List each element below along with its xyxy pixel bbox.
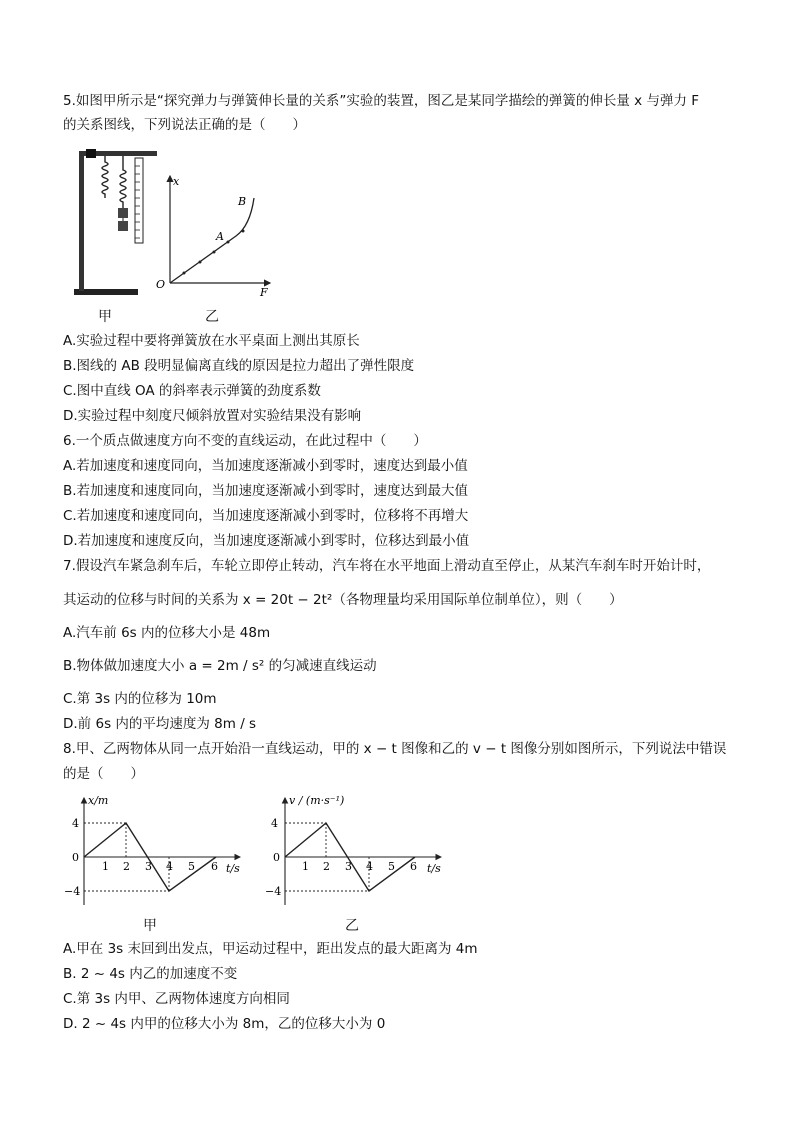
- q6-stem: 6.一个质点做速度方向不变的直线运动，在此过程中（ ）: [63, 433, 427, 449]
- q7-stem-line2: 其运动的位移与时间的关系为 x = 20t − 2t²（各物理量均采用国际单位制单位），则（ ）: [63, 592, 623, 608]
- q5-stem-line1: 5.如图甲所示是“探究弹力与弹簧伸长量的关系”实验的装置，图乙是某同学描绘的弹簧的伸长量 x 与弹力 F: [63, 93, 699, 109]
- q5-stem-line2: 的关系图线，下列说法正确的是（ ）: [63, 117, 306, 133]
- q6-option-a: A.若加速度和速度同向，当加速度逐渐减小到零时，速度达到最小值: [63, 458, 468, 474]
- graph-jia-ytick-neg4: −4: [64, 885, 81, 898]
- graph-yi-xtick: 2: [323, 860, 330, 873]
- x-f-curve-figure: [150, 168, 275, 298]
- q7-option-c: C.第 3s 内的位移为 10m: [63, 691, 217, 707]
- q6-option-c: C.若加速度和速度同向，当加速度逐渐减小到零时，位移将不再增大: [63, 508, 469, 524]
- q8-option-d: D. 2 ~ 4s 内甲的位移大小为 8m，乙的位移大小为 0: [63, 1016, 386, 1032]
- point-a-label: A: [216, 230, 224, 243]
- graph-jia-x-t: [62, 790, 252, 910]
- graph-jia-caption: 甲: [143, 918, 157, 934]
- graph-yi-ytick-0: 0: [273, 851, 280, 864]
- q5-option-c: C.图中直线 OA 的斜率表示弹簧的劲度系数: [63, 383, 321, 399]
- q7-option-b: B.物体做加速度大小 a = 2m / s² 的匀减速直线运动: [63, 658, 377, 674]
- point-b-label: B: [238, 195, 247, 208]
- q7-option-a: A.汽车前 6s 内的位移大小是 48m: [63, 625, 271, 641]
- y-axis-label: x: [173, 175, 180, 188]
- q5-option-a: A.实验过程中要将弹簧放在水平桌面上测出其原长: [63, 333, 360, 349]
- q6-option-d: D.若加速度和速度反向，当加速度逐渐减小到零时，位移达到最小值: [63, 533, 470, 549]
- fig-yi-caption: 乙: [205, 309, 219, 325]
- graph-yi-v-t: [265, 790, 465, 910]
- q7-option-d: D.前 6s 内的平均速度为 8m / s: [63, 716, 257, 732]
- graph-yi-ytick-4: 4: [271, 817, 278, 830]
- graph-jia-xtick: 4: [166, 860, 173, 873]
- graph-jia-xtick: 2: [123, 860, 130, 873]
- q8-stem-line1: 8.甲、乙两物体从同一点开始沿一直线运动，甲的 x − t 图像和乙的 v − t 图像分别如图所示，下列说法中错误: [63, 741, 727, 757]
- q8-option-a: A.甲在 3s 末回到出发点，甲运动过程中，距出发点的最大距离为 4m: [63, 941, 478, 957]
- q5-option-b: B.图线的 AB 段明显偏离直线的原因是拉力超出了弹性限度: [63, 358, 415, 374]
- q7-stem-line1: 7.假设汽车紧急刹车后，车轮立即停止转动，汽车将在水平地面上滑动直至停止，从某汽车刹车时开始计时，: [63, 558, 711, 574]
- q8-option-c: C.第 3s 内甲、乙两物体速度方向相同: [63, 991, 290, 1007]
- origin-label: O: [156, 278, 166, 291]
- q8-stem-line2: 的是（ ）: [63, 766, 144, 782]
- graph-jia-xlabel: t/s: [226, 862, 240, 875]
- graph-jia-ytick-4: 4: [72, 817, 79, 830]
- q8-option-b: B. 2 ~ 4s 内乙的加速度不变: [63, 966, 238, 982]
- graph-yi-xtick: 3: [345, 860, 352, 873]
- graph-jia-ylabel: x/m: [88, 794, 109, 807]
- graph-yi-ylabel: v / (m·s⁻¹): [289, 794, 345, 807]
- graph-yi-xtick: 6: [410, 860, 417, 873]
- graph-jia-xtick: 3: [145, 860, 152, 873]
- fig-jia-caption: 甲: [98, 309, 112, 325]
- graph-jia-xtick: 1: [102, 860, 109, 873]
- x-axis-label: F: [260, 286, 268, 298]
- graph-yi-xtick: 5: [388, 860, 395, 873]
- graph-jia-ytick-0: 0: [72, 851, 79, 864]
- graph-yi-xlabel: t/s: [427, 862, 441, 875]
- q5-option-d: D.实验过程中刻度尺倾斜放置对实验结果没有影响: [63, 408, 362, 424]
- q6-option-b: B.若加速度和速度同向，当加速度逐渐减小到零时，速度达到最大值: [63, 483, 469, 499]
- graph-yi-caption: 乙: [345, 918, 359, 934]
- graph-jia-xtick: 5: [188, 860, 195, 873]
- graph-yi-xtick: 1: [302, 860, 309, 873]
- graph-yi-xtick: 4: [366, 860, 373, 873]
- graph-yi-ytick-neg4: −4: [265, 885, 282, 898]
- graph-jia-xtick: 6: [211, 860, 218, 873]
